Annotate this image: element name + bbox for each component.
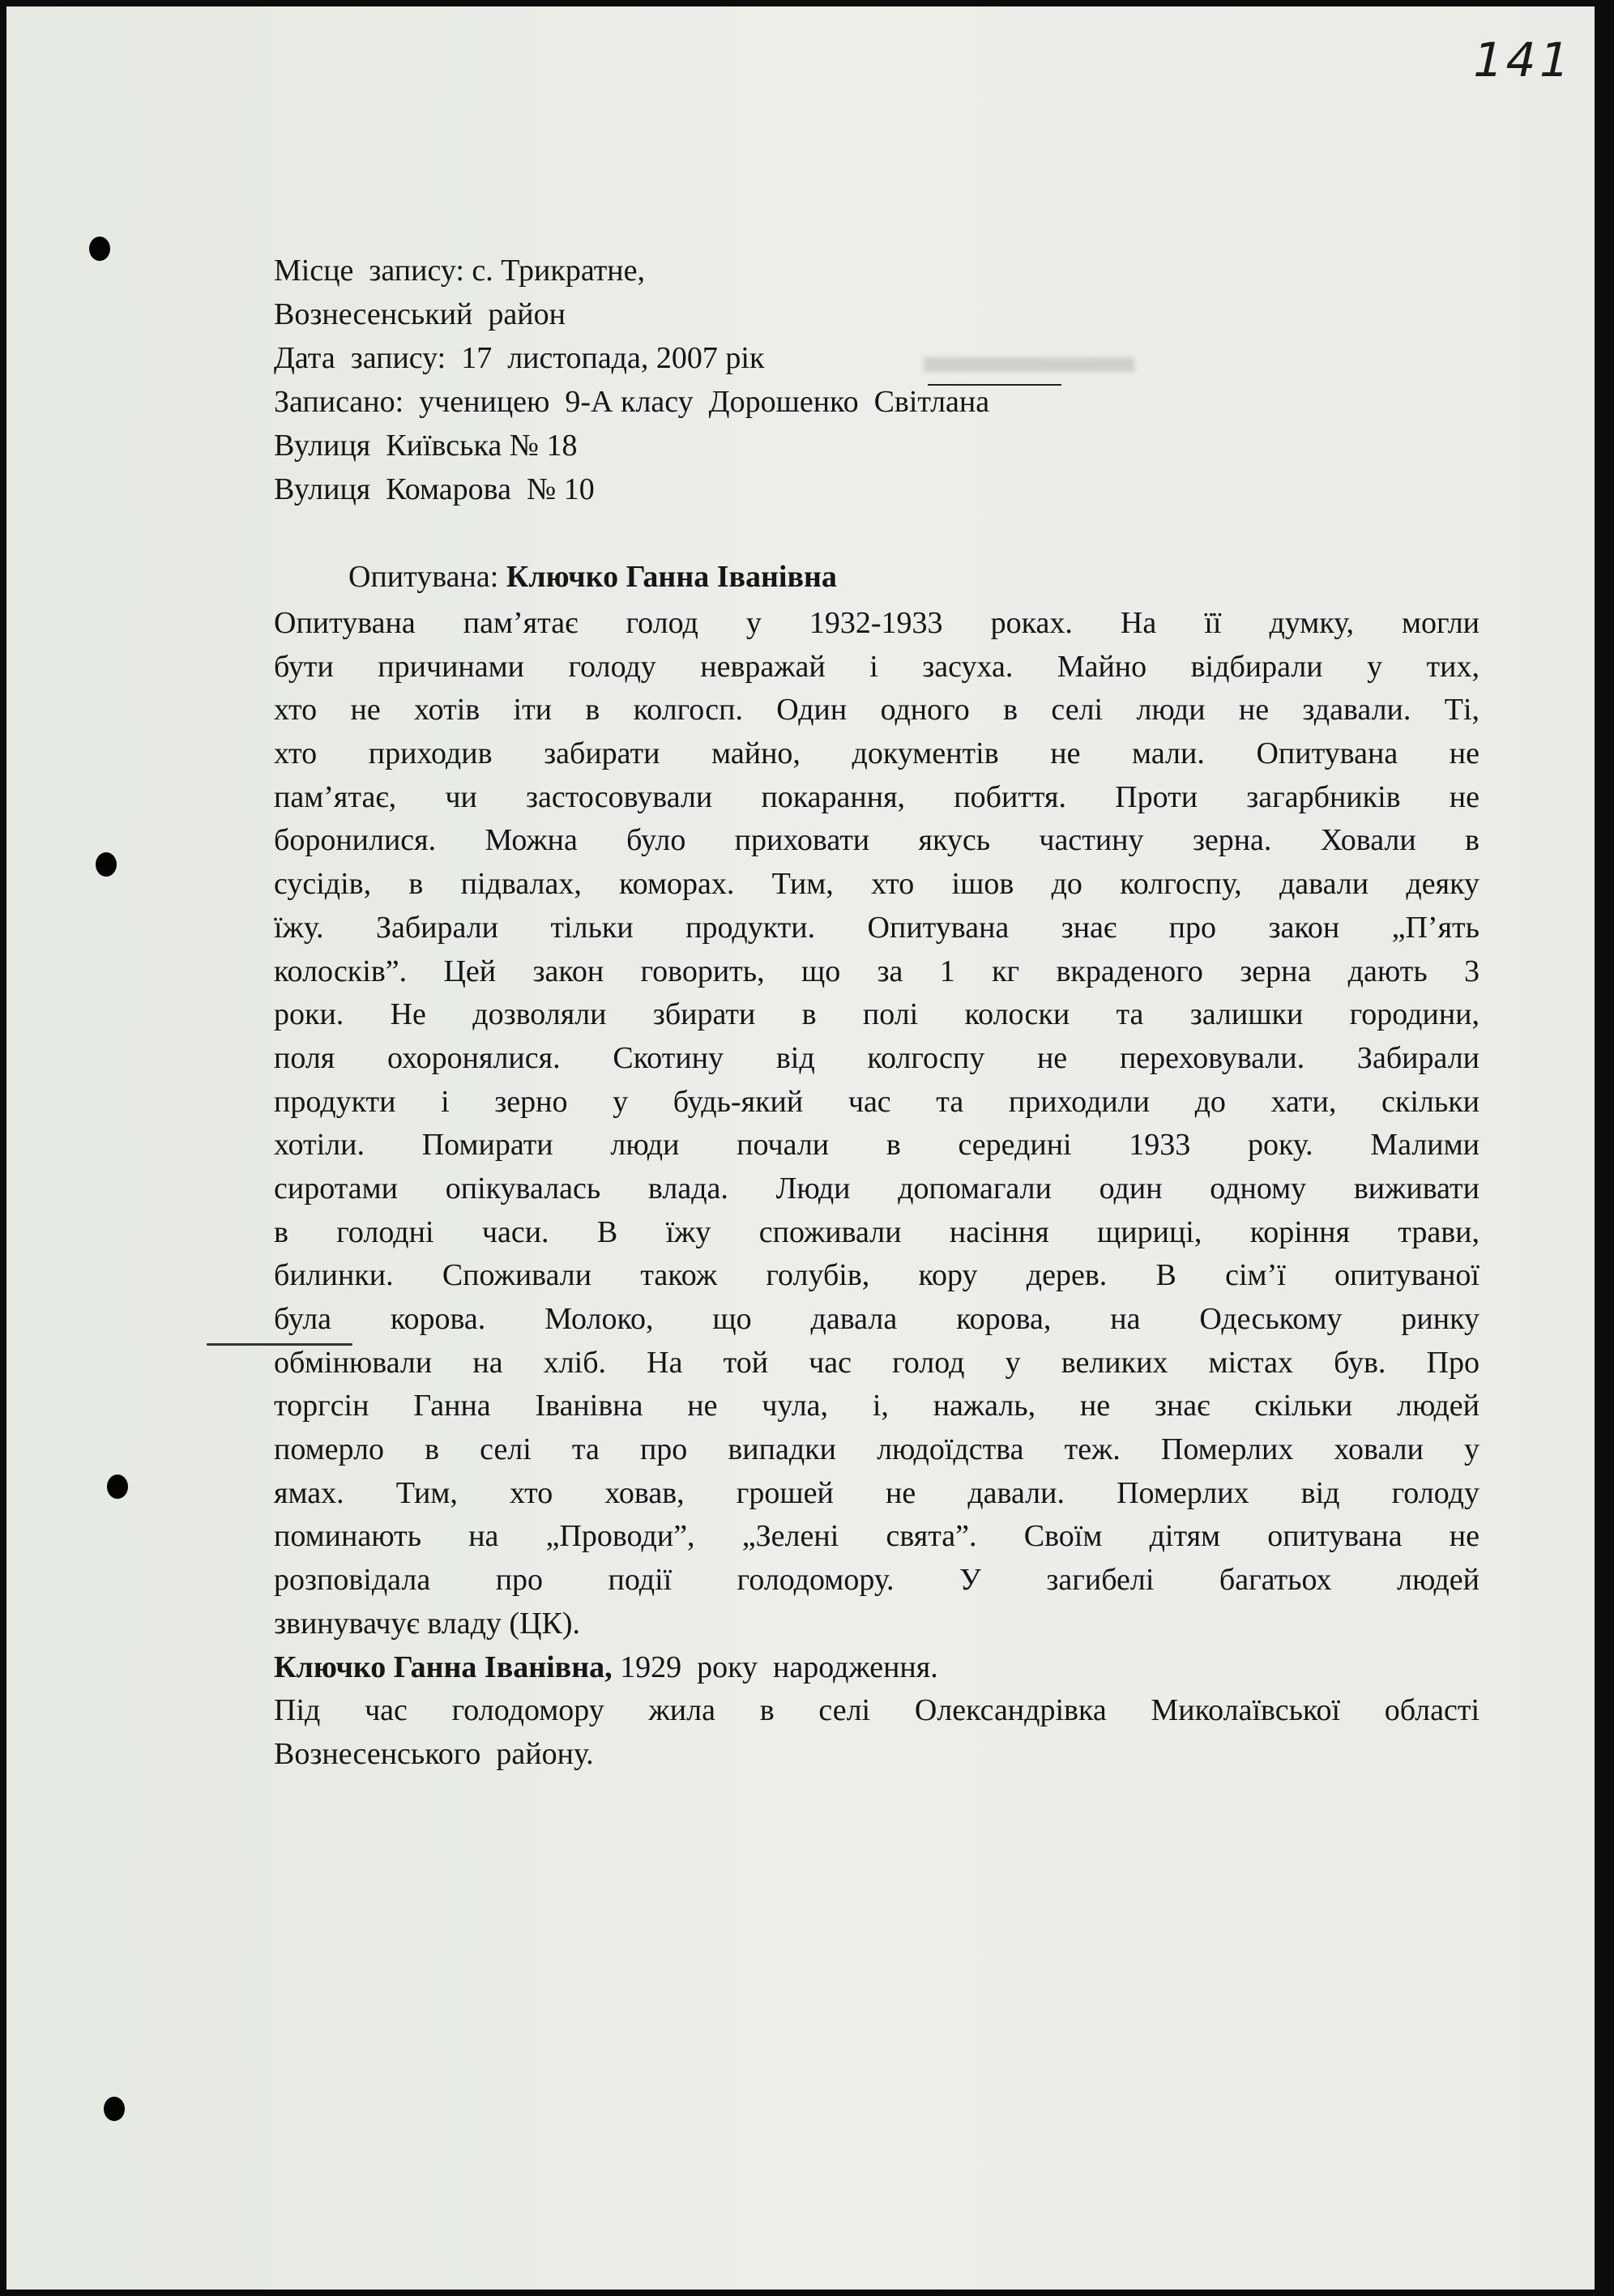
respondent-name: Ключко Ганна Іванівна [506,560,837,594]
testimony-line: роки. Не дозволяли збирати в полі колоски та залишки городини, [274,997,1480,1032]
record-date: Дата запису: 17 листопада, 2007 рік [274,341,765,375]
record-place: Місце запису: с. Трикратне, [274,254,646,288]
testimony-line: розповідала про події голодомору. У загибелі багатьох людей [274,1563,1480,1598]
testimony-line: хотіли. Помирати люди почали в середині 1933 року. Малими [274,1128,1480,1163]
address-2: Вулиця Комарова № 10 [274,472,595,506]
testimony-line: була корова. Молоко, що давала корова, на Одеському ринку [274,1302,1480,1336]
recorded-by: Записано: ученицею 9-А класу Дорошенко Світлана [274,385,990,419]
punch-hole [96,852,117,877]
testimony-line: пам’ятає, чи застосовували покарання, побиття. Проти загарбників не [274,779,1480,814]
testimony-line: обмінювали на хліб. На той час голод у великих містах був. Про [274,1345,1480,1380]
punch-hole [89,237,110,261]
residence-line: Вознесенського району. [274,1736,594,1771]
record-header [274,249,989,511]
testimony-line: померло в селі та про випадки людоїдства теж. Померлих ховали у [274,1432,1480,1467]
testimony-line: бути причинами голоду невражай і засуха. Майно відбирали у тих, [274,649,1480,684]
testimony-line: їжу. Забирали тільки продукти. Опитувана знає про закон „П’ять [274,910,1480,945]
testimony-line: поминають на „Проводи”, „Зелені свята”. Своїм дітям опитувана не [274,1519,1480,1554]
address-1: Вулиця Київська № 18 [274,429,578,463]
testimony-line: боронилися. Можна було приховати якусь частину зерна. Ховали в [274,823,1480,858]
pencil-mark [207,1343,352,1346]
birth-year: 1929 року народження. [612,1649,938,1684]
testimony-line: билинки. Споживали також голубів, кору дерев. В сім’ї опитуваної [274,1258,1480,1293]
testimony-line: Опитувана пам’ятає голод у 1932-1933 роках. На її думку, могли [274,606,1480,640]
testimony-line: сиротами опікувалась влада. Люди допомагали один одному виживати [274,1171,1480,1206]
respondent-heading [348,555,837,599]
residence-line: Під час голодомору жила в селі Олександрівка Миколаївської області [274,1693,1480,1728]
testimony-line: хто приходив забирати майно, документів не мали. Опитувана не [274,736,1480,771]
handwritten-page-number: 141 [1467,32,1578,87]
testimony-line: ямах. Тим, хто ховав, грошей не давали. Померлих від голоду [274,1475,1480,1510]
testimony-line: сусідів, в підвалах, коморах. Тим, хто ішов до колгоспу, давали деяку [274,867,1480,902]
testimony-body [274,602,1480,1777]
testimony-line: продукти і зерно у будь-який час та приходили до хати, скільки [274,1084,1480,1119]
testimony-line: поля охоронялися. Скотину від колгоспу не переховували. Забирали [274,1040,1480,1075]
testimony-line: колосків”. Цей закон говорить, що за 1 кг вкраденого зерна дають 3 [274,954,1480,988]
testimony-line: в голодні часи. В їжу споживали насіння щириці, коріння трави, [274,1214,1480,1249]
testimony-line: звинувачує владу (ЦК). [274,1606,581,1641]
birth-info [274,1646,1480,1690]
punch-hole [107,1474,128,1499]
respondent-label: Опитувана: [348,560,506,594]
testimony-line: торгсін Ганна Іванівна не чула, і, нажаль, не знає скільки людей [274,1389,1480,1423]
birth-name: Ключко Ганна Іванівна, [274,1649,613,1684]
record-district: Вознесенський район [274,297,566,331]
punch-hole [104,2097,125,2121]
testimony-line: хто не хотів іти в колгосп. Один одного в селі люди не здавали. Ті, [274,693,1480,728]
